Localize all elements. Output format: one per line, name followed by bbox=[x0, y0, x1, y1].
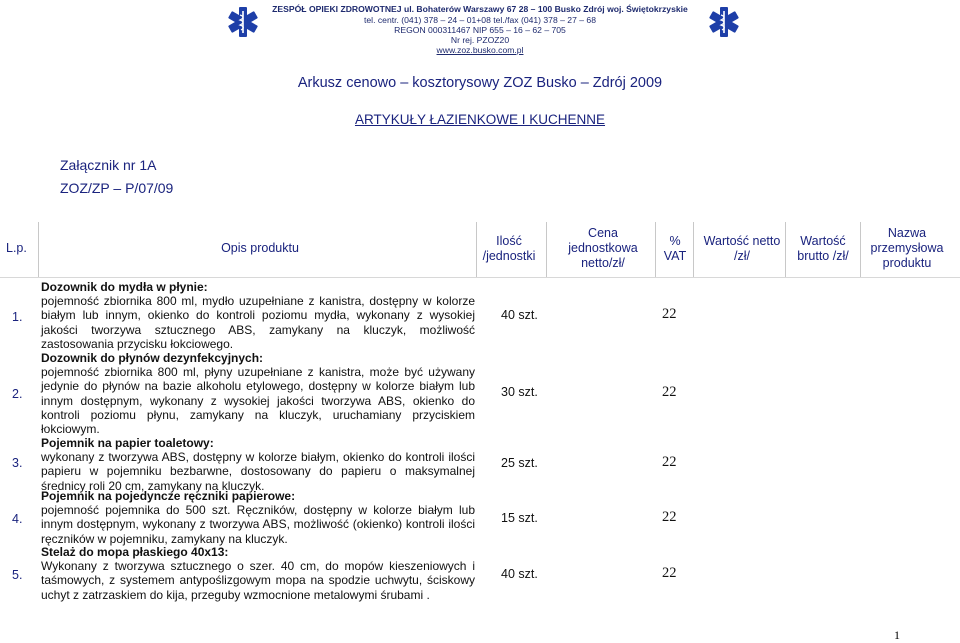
row-lp: 4. bbox=[12, 512, 23, 526]
annex-label: Załącznik nr 1A bbox=[60, 157, 157, 173]
row-vat: 22 bbox=[662, 565, 677, 581]
row-vat: 22 bbox=[662, 509, 677, 525]
column-header-gross-value bbox=[786, 222, 860, 275]
row-lp: 1. bbox=[12, 310, 23, 324]
product-name: Stelaż do mopa płaskiego 40x13: bbox=[41, 545, 229, 559]
product-name: Pojemnik na papier toaletowy: bbox=[41, 436, 214, 450]
row-vat: 22 bbox=[662, 306, 677, 322]
reference-number: ZOZ/ZP – P/07/09 bbox=[60, 180, 174, 196]
page-number: 1 bbox=[894, 628, 900, 642]
row-lp: 3. bbox=[12, 456, 23, 470]
row-quantity: 40 szt. bbox=[501, 567, 538, 581]
column-divider bbox=[785, 222, 786, 277]
column-header-unit-price-line: jednostkowa bbox=[568, 241, 638, 255]
institution-name: ZESPÓŁ OPIEKI ZDROWOTNEJ ul. Bohaterów Warszawy 67 28 – 100 Busko Zdrój woj. Świętokrzyskie bbox=[272, 4, 688, 14]
column-divider bbox=[693, 222, 694, 277]
column-header-vat bbox=[656, 222, 694, 275]
column-header-gross-value-line: brutto /zł/ bbox=[797, 248, 849, 263]
medical-star-of-life-logo bbox=[707, 5, 741, 39]
column-header-lp: L.p. bbox=[6, 241, 27, 255]
column-header-quantity-line: Ilość bbox=[496, 233, 522, 248]
product-spec: Wykonany z tworzywa sztucznego o szer. 40 cm, do mopów kieszeniowych i taśmowych, z systemem antypoślizgowym mopa na spodzie uchwytu, ściskowy uchyt z zatrzaskiem do kija, przeguby wzmocnione metalowymi śrubami . bbox=[41, 559, 475, 602]
row-quantity: 40 szt. bbox=[501, 308, 538, 322]
column-header-description: Opis produktu bbox=[221, 241, 299, 255]
row-lp: 5. bbox=[12, 568, 23, 582]
product-spec: pojemność zbiornika 800 ml, mydło uzupełniane z kanistra, dostępny w kolorze białym lub innym, okienko do kontroli poziomu mydła, wykonany z wysokiej jakości tworzywa sztucznego ABS, zamykany na kluczyk, możliwość zastosowania przycisku łokciowego. bbox=[41, 294, 475, 351]
column-header-quantity bbox=[478, 222, 540, 275]
column-header-producer bbox=[862, 222, 952, 275]
row-quantity: 25 szt. bbox=[501, 456, 538, 470]
column-header-net-value-line: Wartość netto bbox=[703, 233, 781, 248]
column-header-vat-line: % bbox=[669, 233, 681, 248]
column-header-gross-value-line: Wartość bbox=[800, 233, 846, 248]
row-description bbox=[41, 436, 475, 493]
row-vat: 22 bbox=[662, 454, 677, 470]
column-divider bbox=[546, 222, 547, 277]
column-divider bbox=[38, 222, 39, 277]
column-divider bbox=[655, 222, 656, 277]
document-title: Arkusz cenowo – kosztorysowy ZOZ Busko – Zdrój 2009 bbox=[297, 75, 663, 91]
product-spec: pojemność zbiornika 800 ml, płyny uzupełniane z kanistra, może być używany jedynie do płynów na bazie alkoholu etylowego, dostępny w kolorze białym lub innym dostępnym, wykonany z wysokiej jakości tworzywa ABS, okienko do kontroli poziomu płynu, zamykany na kluczyk, uruchamiany przyciskiem łokciowym. bbox=[41, 365, 475, 437]
column-divider bbox=[476, 222, 477, 277]
column-header-producer-line: Nazwa bbox=[887, 226, 927, 240]
product-name: Dozownik do płynów dezynfekcyjnych: bbox=[41, 351, 264, 365]
column-header-unit-price-line: Cena bbox=[588, 226, 618, 240]
column-header-unit-price-line: netto/zł/ bbox=[581, 256, 625, 270]
product-name: Dozownik do mydła w płynie: bbox=[41, 280, 208, 294]
institution-registry: Nr rej. PZOZ20 bbox=[450, 35, 510, 45]
product-spec: wykonany z tworzywa ABS, dostępny w kolorze białym, okienko do kontroli ilości papieru w pojemniku bezbarwne, dostosowany do papieru o maksymalnej średnicy roli 20 cm, zamykany na kluczyk. bbox=[41, 450, 475, 493]
column-header-producer-line: produktu bbox=[882, 256, 932, 270]
column-header-unit-price bbox=[553, 222, 653, 275]
row-quantity: 30 szt. bbox=[501, 385, 538, 399]
row-vat: 22 bbox=[662, 384, 677, 400]
institution-phone: tel. centr. (041) 378 – 24 – 01+08 tel./fax (041) 378 – 27 – 68 bbox=[364, 15, 596, 25]
column-header-producer-line: przemysłowa bbox=[870, 241, 944, 255]
document-subtitle: ARTYKUŁY ŁAZIENKOWE I KUCHENNE bbox=[354, 112, 606, 127]
header-divider bbox=[0, 277, 960, 278]
row-description bbox=[41, 489, 475, 546]
medical-star-of-life-logo bbox=[226, 5, 260, 39]
row-lp: 2. bbox=[12, 387, 23, 401]
row-quantity: 15 szt. bbox=[501, 511, 538, 525]
row-description bbox=[41, 545, 475, 602]
product-name: Pojemnik na pojedyncze ręczniki papierowe: bbox=[41, 489, 296, 503]
column-header-net-value bbox=[692, 222, 792, 275]
column-divider bbox=[860, 222, 861, 277]
institution-website-link[interactable]: www.zoz.busko.com.pl bbox=[436, 45, 524, 55]
column-header-net-value-line: /zł/ bbox=[734, 248, 750, 263]
column-header-vat-line: VAT bbox=[663, 248, 687, 263]
column-header-quantity-line: /jednostki bbox=[482, 248, 536, 263]
row-description bbox=[41, 280, 475, 351]
institution-regon-nip: REGON 000311467 NIP 655 – 16 – 62 – 705 bbox=[394, 25, 566, 35]
row-description bbox=[41, 351, 475, 436]
product-spec: pojemność pojemnika do 500 szt. Ręczników, dostępny w kolorze białym lub innym dostępnym, wykonany z tworzywa ABS, możliwość (okienko) kontroli ilości ręczników w pojemniku, zamykany na kluczyk. bbox=[41, 503, 475, 546]
